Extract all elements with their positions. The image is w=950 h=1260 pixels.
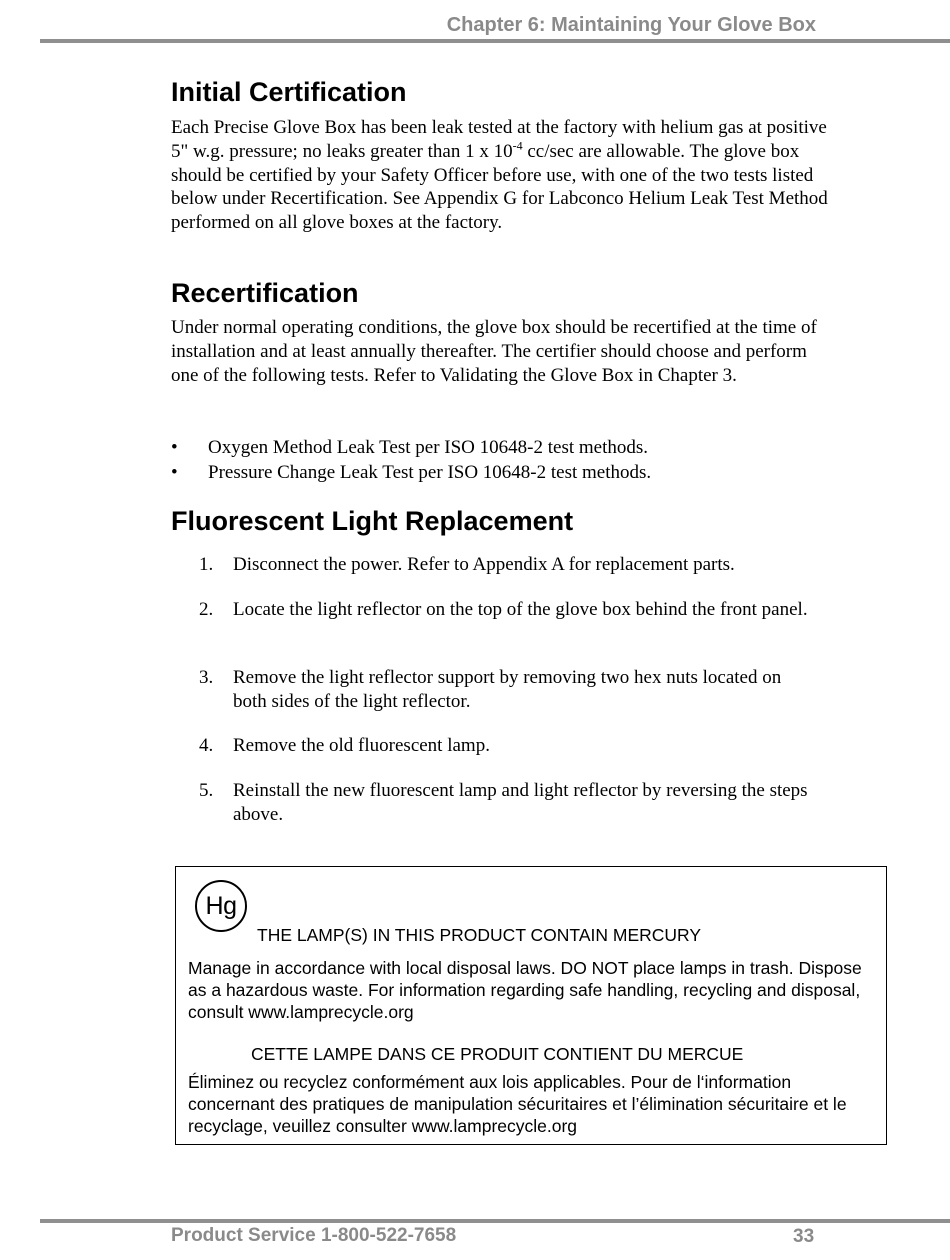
chapter-title: Chapter 6: Maintaining Your Glove Box xyxy=(446,14,816,36)
recertification-heading: Recertification xyxy=(171,278,359,308)
mercury-hg-icon: Hg xyxy=(195,880,247,932)
fluorescent-light-replacement-heading: Fluorescent Light Replacement xyxy=(171,506,574,536)
step-item: 4. Remove the old fluorescent lamp. xyxy=(199,735,490,756)
mercury-warning-title-fr: CETTE LAMPE DANS CE PRODUIT CONTIENT DU MERCUE xyxy=(251,1044,744,1064)
step-item: 5. Reinstall the new fluorescent lamp and light reflector by reversing the steps above. xyxy=(199,780,808,825)
bullet-icon: • xyxy=(171,462,178,483)
exponent: -4 xyxy=(512,138,523,153)
initial-certification-heading: Initial Certification xyxy=(171,77,407,107)
step-item: 3. Remove the light reflector support by removing two hex nuts located on both sides of the light reflector. xyxy=(199,667,782,712)
mercury-warning-title-en: THE LAMP(S) IN THIS PRODUCT CONTAIN MERCURY xyxy=(257,925,702,945)
bullet-icon: • xyxy=(171,437,178,458)
footer-rule xyxy=(40,1219,950,1223)
initial-certification-paragraph: Each Precise Glove Box has been leak tested at the factory with helium gas at positive 5" w.g. pressure; no leaks greater than 1 x $10^{-4}$ cc/sec are allowable. The glove box should be certified by your Safety Officer before use, with one of the two tests listed below under Recertification. See Appendix G for Labconco Helium Leak Test Method performed on all glove boxes at the factory. xyxy=(171,117,828,234)
mercury-warning-body-fr: Éliminez ou recyclez conformément aux lois applicables. Pour de l‘information concernant des pratiques de manipulation sécuritaires et l’élimination sécuritaire et le recyclage, veuillez consulter www.lamprecycle.org xyxy=(188,1072,847,1136)
product-service-phone: Product Service 1-800-522-7658 xyxy=(171,1225,457,1246)
header-rule xyxy=(40,39,950,43)
recertification-paragraph: Under normal operating conditions, the glove box should be recertified at the time of installation and at least annually thereafter. The certifier should choose and perform one of the following tests. Refer to Validating the Glove Box in Chapter 3. xyxy=(171,317,817,386)
mercury-warning-body-en: Manage in accordance with local disposal laws. DO NOT place lamps in trash. Dispose as a hazardous waste. For information regarding safe handling, recycling and disposal, consult www.lamprecycle.org xyxy=(188,958,862,1022)
page-number: 33 xyxy=(793,1226,815,1247)
step-item: 2. Locate the light reflector on the top of the glove box behind the front panel. xyxy=(199,599,808,620)
step-item: 1. Disconnect the power. Refer to Appendix A for replacement parts. xyxy=(199,554,735,575)
